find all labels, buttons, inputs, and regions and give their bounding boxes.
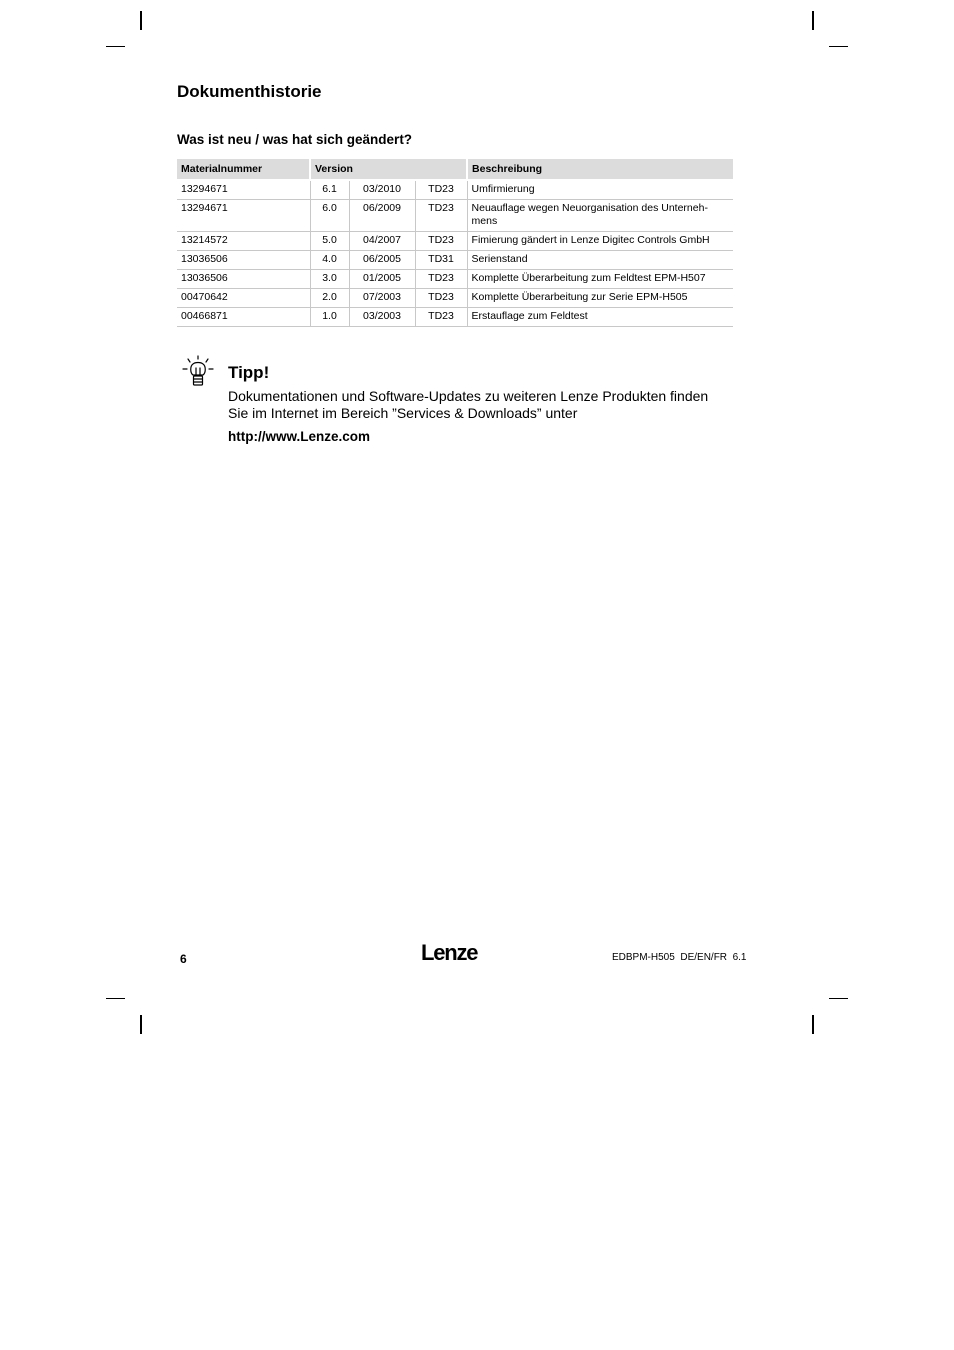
cell-description: Erstauflage zum Feldtest: [467, 308, 733, 327]
cell-material: 00470642: [177, 289, 310, 308]
cell-description: Neuauflage wegen Neuorganisation des Unterneh- mens: [467, 200, 733, 232]
cell-version: 1.0: [310, 308, 349, 327]
cell-description: Komplette Überarbeitung zum Feldtest EPM-H507: [467, 270, 733, 289]
crop-mark: [812, 11, 814, 30]
cell-version: 3.0: [310, 270, 349, 289]
cell-code: TD23: [415, 289, 467, 308]
cell-code: TD23: [415, 200, 467, 232]
cell-code: TD23: [415, 180, 467, 200]
column-header-material: Materialnummer: [177, 159, 310, 180]
table-row: [177, 232, 733, 251]
table-row: [177, 180, 733, 200]
tip-text: Dokumentationen und Software-Updates zu weiteren Lenze Produkten finden Sie im Internet im Bereich ”Services & Downloads” unter: [228, 388, 709, 421]
cell-version: 6.0: [310, 200, 349, 232]
cell-version: 2.0: [310, 289, 349, 308]
column-header-description: Beschreibung: [467, 159, 733, 180]
cell-description: Komplette Überarbeitung zur Serie EPM-H505: [467, 289, 733, 308]
crop-mark: [140, 1015, 142, 1034]
cell-date: 03/2010: [349, 180, 415, 200]
history-table: [177, 159, 733, 327]
cell-material: 13294671: [177, 200, 310, 232]
section-title: Was ist neu / was hat sich geändert?: [177, 132, 413, 147]
cell-code: TD23: [415, 308, 467, 327]
cell-material: 13214572: [177, 232, 310, 251]
cell-description: Fimierung gändert in Lenze Digitec Controls GmbH: [467, 232, 733, 251]
crop-mark: [140, 11, 142, 30]
cell-material: 13036506: [177, 270, 310, 289]
lightbulb-icon: [181, 354, 215, 388]
crop-mark: [106, 46, 125, 47]
crop-mark: [106, 998, 125, 999]
crop-mark: [829, 46, 848, 47]
cell-date: 07/2003: [349, 289, 415, 308]
cell-material: 13036506: [177, 251, 310, 270]
cell-date: 04/2007: [349, 232, 415, 251]
cell-date: 06/2005: [349, 251, 415, 270]
cell-code: TD31: [415, 251, 467, 270]
cell-code: TD23: [415, 232, 467, 251]
cell-version: 4.0: [310, 251, 349, 270]
table-row: [177, 251, 733, 270]
cell-date: 01/2005: [349, 270, 415, 289]
cell-description: Umfirmierung: [467, 180, 733, 200]
column-header-version: Version: [310, 159, 467, 180]
tip-link[interactable]: http://www.Lenze.com: [228, 429, 371, 444]
document-code: EDBPM-H505 DE/EN/FR 6.1: [612, 952, 747, 963]
page-title: Dokumenthistorie: [177, 82, 322, 101]
cell-date: 06/2009: [349, 200, 415, 232]
tip-title: Tipp!: [228, 363, 270, 382]
page-number: 6: [180, 952, 187, 966]
lenze-logo: Lenze: [421, 940, 478, 965]
cell-material: 00466871: [177, 308, 310, 327]
table-header-row: [177, 159, 733, 180]
table-row: [177, 200, 733, 232]
cell-description: Serienstand: [467, 251, 733, 270]
cell-date: 03/2003: [349, 308, 415, 327]
cell-version: 6.1: [310, 180, 349, 200]
table-row: [177, 289, 733, 308]
cell-material: 13294671: [177, 180, 310, 200]
table-row: [177, 270, 733, 289]
crop-mark: [829, 998, 848, 999]
crop-mark: [812, 1015, 814, 1034]
table-row: [177, 308, 733, 327]
cell-code: TD23: [415, 270, 467, 289]
cell-version: 5.0: [310, 232, 349, 251]
